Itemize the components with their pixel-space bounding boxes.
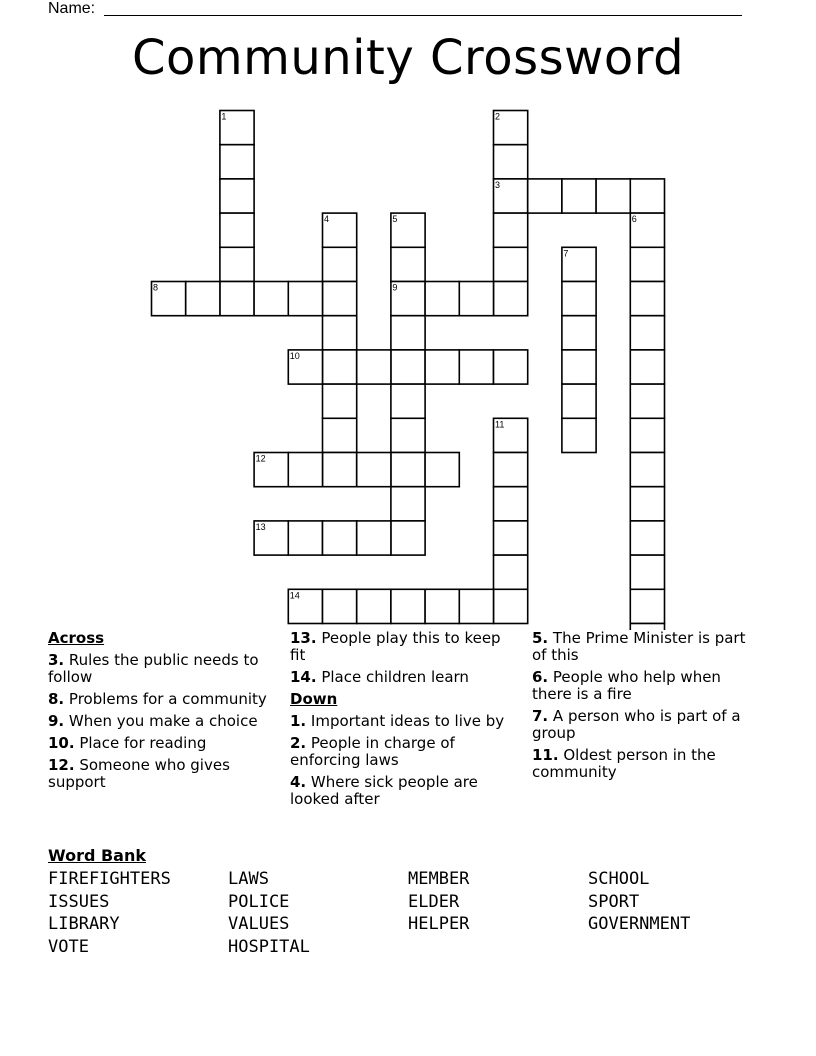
crossword-cell[interactable] (630, 521, 664, 555)
clue-item-text: Where sick people are looked after (290, 773, 478, 808)
clues-column-3 (532, 630, 757, 786)
crossword-cell[interactable] (220, 179, 254, 213)
word-bank-column-3 (408, 868, 469, 936)
crossword-cell[interactable] (288, 453, 322, 487)
word-bank-heading: Word Bank (48, 846, 147, 865)
crossword-cell[interactable] (494, 145, 528, 179)
crossword-cell[interactable] (630, 247, 664, 281)
clue-item (532, 669, 757, 703)
name-label: Name: (48, 0, 96, 17)
crossword-cell[interactable] (528, 179, 562, 213)
crossword-cell[interactable] (494, 521, 528, 555)
crossword-cell[interactable] (357, 521, 391, 555)
crossword-cell[interactable] (596, 179, 630, 213)
crossword-cell[interactable] (288, 282, 322, 316)
crossword-cell[interactable] (630, 418, 664, 452)
clue-item (48, 735, 273, 752)
crossword-cell[interactable] (459, 589, 493, 623)
clue-item-number: 7. (532, 707, 549, 725)
clue-item (532, 747, 757, 781)
crossword-cell[interactable] (391, 384, 425, 418)
clue-item-number: 9. (48, 712, 65, 730)
clue-item (290, 669, 520, 686)
clue-number: 7 (563, 248, 569, 259)
crossword-cell[interactable] (494, 247, 528, 281)
clue-item (290, 735, 520, 769)
crossword-cell[interactable] (494, 213, 528, 247)
word-bank-word: LAWS (228, 869, 269, 889)
crossword-cell[interactable] (391, 316, 425, 350)
crossword-cell[interactable] (630, 453, 664, 487)
crossword-cell[interactable] (425, 453, 459, 487)
crossword-cell[interactable] (323, 316, 357, 350)
crossword-cell[interactable] (630, 282, 664, 316)
clue-item-text: Someone who gives support (48, 756, 230, 791)
crossword-cell[interactable] (562, 384, 596, 418)
clue-item (532, 708, 757, 742)
clue-item-text: Oldest person in the community (532, 746, 716, 781)
word-bank-word: HOSPITAL (228, 937, 310, 958)
clue-item (48, 691, 273, 708)
crossword-cell[interactable] (630, 179, 664, 213)
clue-item-text: When you make a choice (64, 712, 258, 730)
crossword-cell[interactable] (220, 213, 254, 247)
clue-item-text: Important ideas to live by (306, 712, 505, 730)
word-bank-word: SCHOOL (588, 869, 650, 889)
word-bank-word: ISSUES (48, 891, 110, 912)
crossword-cell[interactable] (323, 589, 357, 623)
crossword-cell[interactable] (562, 418, 596, 452)
clue-item-text: Rules the public needs to follow (48, 651, 259, 686)
clue-number: 14 (289, 590, 300, 601)
clue-item-number: 8. (48, 690, 65, 708)
crossword-cell[interactable] (220, 282, 254, 316)
crossword-cell[interactable] (630, 589, 664, 623)
clue-item-text: Place children learn (316, 668, 469, 686)
crossword-cell[interactable] (630, 316, 664, 350)
crossword-cell[interactable] (391, 453, 425, 487)
crossword-cell[interactable] (391, 418, 425, 452)
clues-column-2 (290, 630, 520, 813)
page-title: Community Crossword (131, 30, 685, 86)
clue-item-text: A person who is part of a group (532, 707, 741, 742)
crossword-cell[interactable] (323, 453, 357, 487)
clue-item-number: 13. (290, 629, 317, 647)
crossword-cell[interactable] (391, 521, 425, 555)
crossword-cell[interactable] (494, 555, 528, 589)
crossword-cell[interactable] (323, 384, 357, 418)
crossword-cell[interactable] (630, 384, 664, 418)
clue-item-text: People in charge of enforcing laws (290, 734, 455, 769)
clue-item-text: People who help when there is a fire (532, 668, 721, 703)
clue-item (290, 713, 520, 730)
crossword-cell[interactable] (323, 282, 357, 316)
crossword-cell[interactable] (562, 316, 596, 350)
word-bank-column-4 (588, 868, 690, 936)
crossword-cell[interactable] (391, 487, 425, 521)
crossword-cell[interactable] (357, 350, 391, 384)
clue-item-text: People play this to keep fit (290, 629, 501, 664)
word-bank-word: VALUES (228, 914, 290, 935)
word-bank-word: SPORT (588, 891, 640, 912)
clue-item (48, 652, 273, 686)
crossword-cell[interactable] (391, 589, 425, 623)
clue-number: 13 (255, 521, 266, 532)
word-bank-word: POLICE (228, 891, 290, 912)
clue-number: 12 (255, 453, 266, 464)
clues-column-1 (48, 630, 273, 796)
crossword-cell[interactable] (494, 453, 528, 487)
crossword-cell[interactable] (288, 521, 322, 555)
clue-item-number: 12. (48, 756, 75, 774)
clue-heading-down: Down (290, 690, 338, 708)
crossword-cell[interactable] (630, 555, 664, 589)
crossword-cell[interactable] (459, 350, 493, 384)
crossword-cell[interactable] (323, 247, 357, 281)
clue-item (48, 757, 273, 791)
crossword-cell[interactable] (494, 350, 528, 384)
crossword-cell[interactable] (459, 282, 493, 316)
clue-number: 1 (221, 111, 227, 122)
clue-item-number: 10. (48, 734, 75, 752)
crossword-cell[interactable] (562, 350, 596, 384)
crossword-cell[interactable] (323, 521, 357, 555)
crossword-cell[interactable] (494, 282, 528, 316)
crossword-cell[interactable] (562, 179, 596, 213)
word-bank-word: ELDER (408, 891, 460, 912)
clue-number: 2 (495, 111, 501, 122)
clue-number: 10 (289, 350, 300, 361)
clue-item-number: 5. (532, 629, 549, 647)
crossword-cell[interactable] (254, 282, 288, 316)
clue-item (532, 630, 757, 664)
crossword-cell[interactable] (323, 350, 357, 384)
crossword-cell[interactable] (357, 589, 391, 623)
crossword-cell[interactable] (630, 487, 664, 521)
crossword-cell[interactable] (220, 145, 254, 179)
crossword-cell[interactable] (494, 487, 528, 521)
word-bank-word: FIREFIGHTERS (48, 869, 171, 889)
crossword-cell[interactable] (323, 418, 357, 452)
word-bank-column-1 (48, 868, 171, 959)
clue-item-number: 14. (290, 668, 317, 686)
word-bank-column-2 (228, 868, 310, 959)
clue-item-text: Place for reading (74, 734, 207, 752)
clue-item (290, 630, 520, 664)
word-bank-word: GOVERNMENT (588, 914, 691, 935)
clue-number: 6 (631, 214, 637, 225)
clue-number: 9 (392, 282, 398, 293)
crossword-cell[interactable] (562, 282, 596, 316)
clue-item-number: 4. (290, 773, 307, 791)
clue-item-number: 2. (290, 734, 307, 752)
clue-item (48, 713, 273, 730)
clue-heading-across: Across (48, 629, 105, 647)
clue-item-number: 11. (532, 746, 559, 764)
crossword-cell[interactable] (357, 453, 391, 487)
crossword-cell[interactable] (391, 350, 425, 384)
word-bank-word: LIBRARY (48, 914, 120, 935)
clue-number: 4 (324, 214, 330, 225)
crossword-cell[interactable] (425, 350, 459, 384)
crossword-cell[interactable] (220, 247, 254, 281)
word-bank-word: VOTE (48, 937, 89, 958)
crossword-cell[interactable] (630, 350, 664, 384)
crossword-cell[interactable] (425, 282, 459, 316)
word-bank-word: HELPER (408, 914, 470, 935)
crossword-cell[interactable] (425, 589, 459, 623)
clue-number: 8 (153, 282, 159, 293)
clue-number: 5 (392, 214, 398, 225)
clue-number: 11 (495, 419, 505, 430)
word-bank-word: MEMBER (408, 869, 470, 889)
crossword-cell[interactable] (391, 247, 425, 281)
clue-item-number: 6. (532, 668, 549, 686)
crossword-cell[interactable] (494, 589, 528, 623)
clue-number: 3 (495, 179, 501, 190)
clue-item-number: 1. (290, 712, 307, 730)
clue-item-text: Problems for a community (64, 690, 267, 708)
crossword-cell[interactable] (186, 282, 220, 316)
clue-item-text: The Prime Minister is part of this (532, 629, 746, 664)
clue-item-number: 3. (48, 651, 65, 669)
clue-item (290, 774, 520, 808)
